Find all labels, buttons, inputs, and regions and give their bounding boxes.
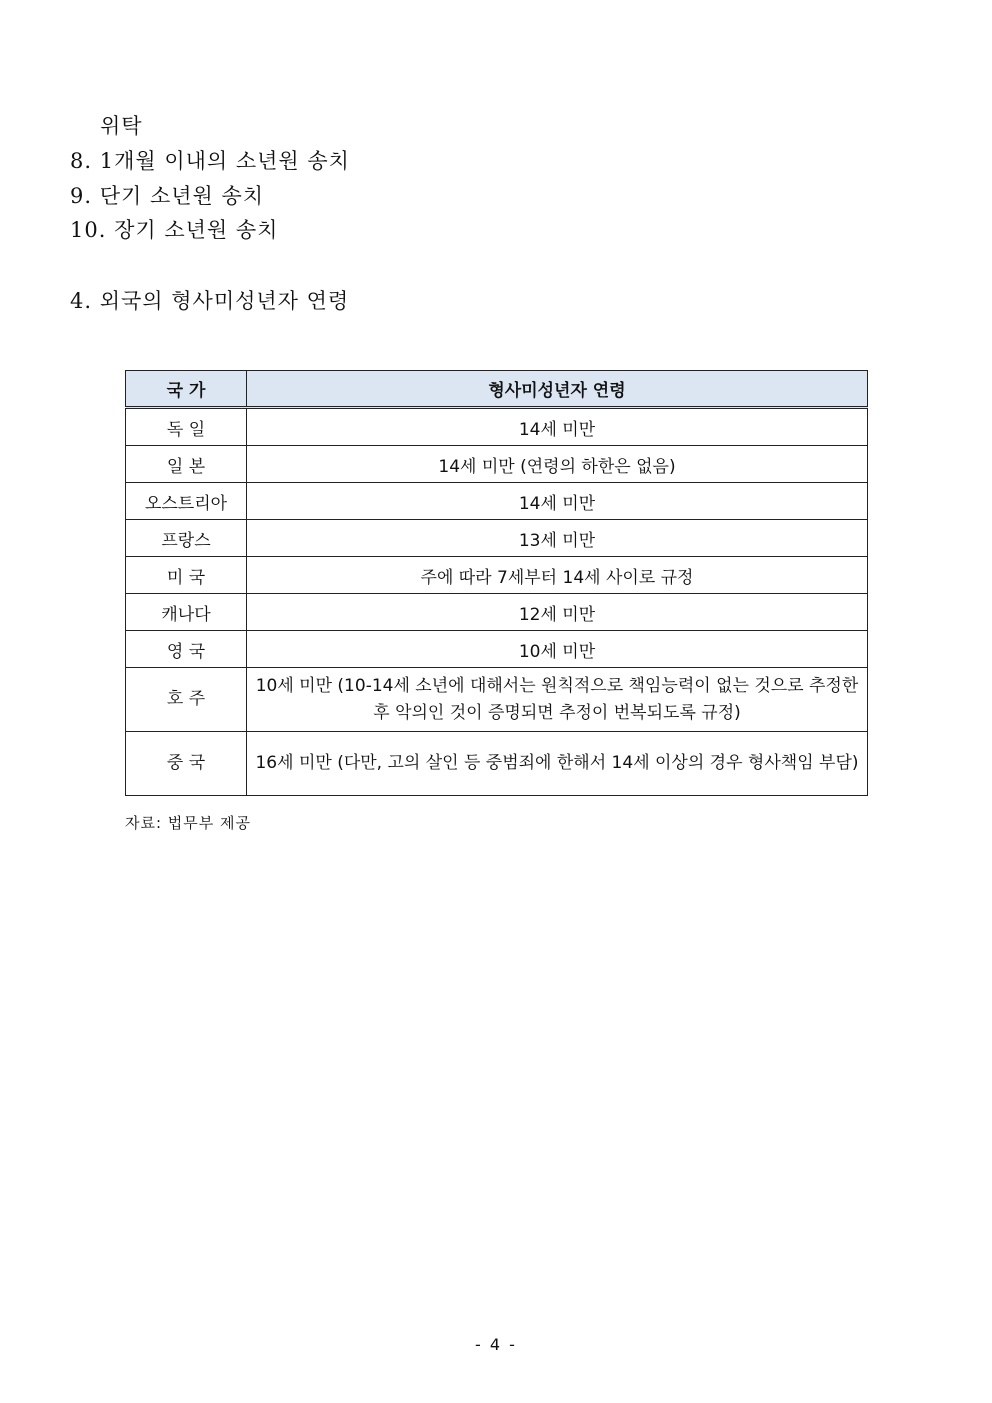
table-row [126,483,868,520]
table-row [126,631,868,668]
page-number: - 4 - [475,1335,517,1354]
cell-country: 캐나다 [126,594,247,631]
table-row [126,557,868,594]
list-item-9: 9. 단기 소년원 송치 [70,184,265,208]
cell-age: 주에 따라 7세부터 14세 사이로 규정 [247,557,868,594]
cell-country: 미 국 [126,557,247,594]
cell-country: 호 주 [126,668,247,732]
list-item-8: 8. 1개월 이내의 소년원 송치 [70,149,350,173]
text-line-consignment: 위탁 [100,114,143,138]
section-heading-4: 4. 외국의 형사미성년자 연령 [70,289,350,313]
table-row [126,520,868,557]
cell-age: 10세 미만 [247,631,868,668]
table-row [126,594,868,631]
cell-age: 12세 미만 [247,594,868,631]
cell-country: 일 본 [126,446,247,483]
cell-age: 14세 미만 [247,483,868,520]
cell-age: 13세 미만 [247,520,868,557]
table-row [126,668,868,732]
cell-country: 중 국 [126,732,247,796]
header-age: 형사미성년자 연령 [247,371,868,408]
cell-country: 프랑스 [126,520,247,557]
cell-age: 10세 미만 (10-14세 소년에 대해서는 원칙적으로 책임능력이 없는 것으로 추정한 후 악의인 것이 증명되면 추정이 번복되도록 규정) [247,668,868,732]
cell-age: 14세 미만 [247,408,868,446]
header-country: 국 가 [126,371,247,408]
table-header-row [126,371,868,408]
table-row [126,408,868,446]
cell-country: 오스트리아 [126,483,247,520]
criminal-minor-age-table [125,370,868,796]
table-row [126,446,868,483]
table-row [126,732,868,796]
cell-age: 16세 미만 (다만, 고의 살인 등 중범죄에 한해서 14세 이상의 경우 형사책임 부담) [247,732,868,796]
source-note: 자료: 법무부 제공 [125,814,252,832]
list-item-10: 10. 장기 소년원 송치 [70,218,279,242]
cell-country: 독 일 [126,408,247,446]
cell-age: 14세 미만 (연령의 하한은 없음) [247,446,868,483]
cell-country: 영 국 [126,631,247,668]
